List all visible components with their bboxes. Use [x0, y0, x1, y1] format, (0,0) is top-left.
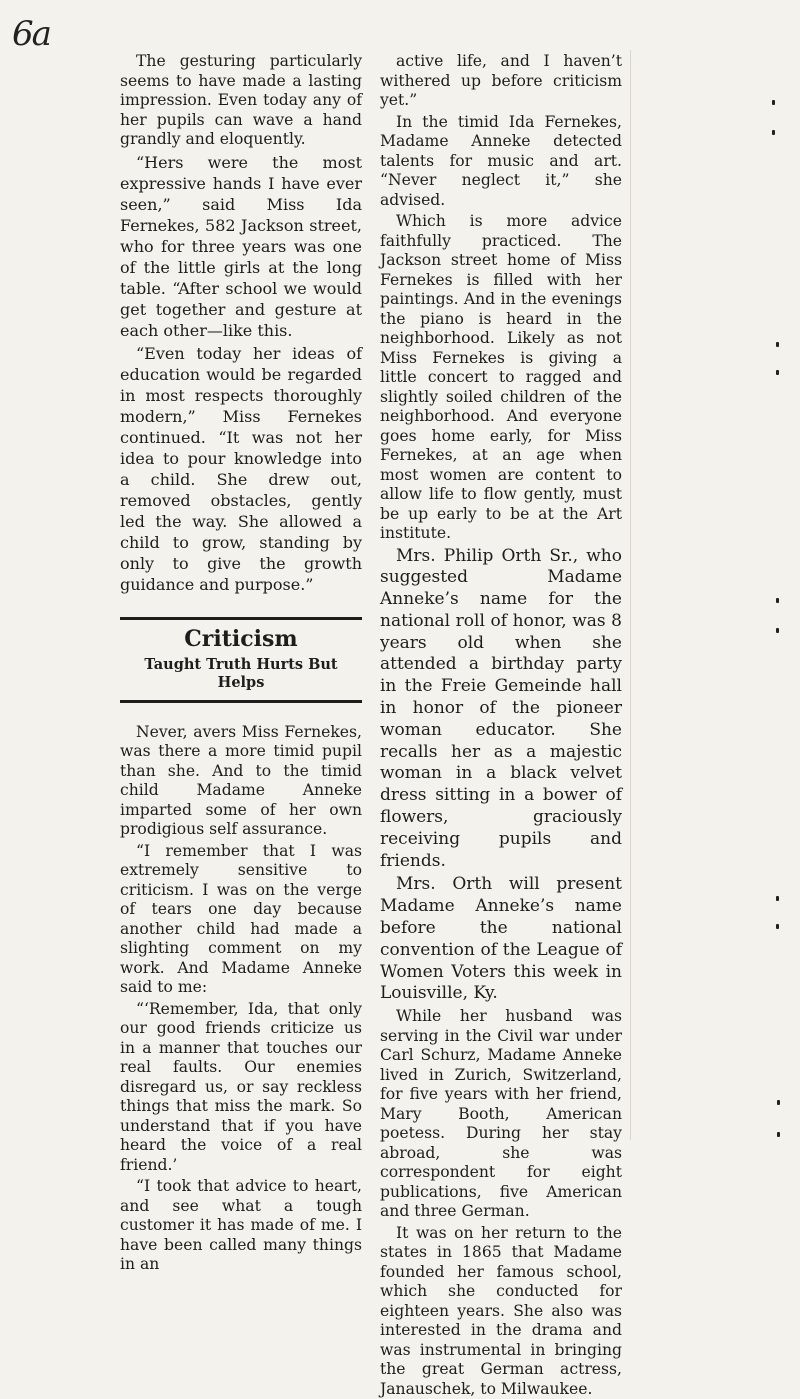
paragraph: “‘Remember, Ida, that only our good friends criticize us in a manner that touches our real faults. Our enemies disregard us, or say reckless things that miss the mark. So understand that if you have heard the voice of a real friend.’	[120, 999, 362, 1174]
paragraph: Never, avers Miss Fernekes, was there a more timid pupil than she. And to the timid child Madame Anneke imparted some of her own prodigious self assurance.	[120, 722, 362, 838]
section-headline	[120, 617, 362, 703]
margin-mark	[772, 100, 775, 105]
headline-title: Criticism	[184, 625, 298, 652]
left-column	[120, 52, 362, 1275]
margin-mark	[772, 130, 775, 135]
paragraph: In the timid Ida Fernekes, Madame Anneke detected talents for music and art. “Never neglect it,” she advised.	[380, 112, 622, 209]
paragraph: While her husband was serving in the Civil war under Carl Schurz, Madame Anneke lived in Zurich, Switzerland, for five years with her friend, Mary Booth, American poetess. During her stay abroad, she was correspondent for eight publications, five American and three German.	[380, 1007, 622, 1221]
paragraph: “Hers were the most expressive hands I have ever seen,” said Miss Ida Fernekes, 582 Jackson street, who for three years was one of the little girls at the long table. “After school we would get together and gesture at each other—like this.	[120, 152, 362, 340]
paragraph: Mrs. Philip Orth Sr., who suggested Madame Anneke’s name for the national roll of honor, was 8 years old when she attended a birthday party in the Freie Gemeinde hall in honor of the pioneer woman educator. She recalls her as a majestic woman in a black velvet dress sitting in a bower of flowers, graciously receiving pupils and friends.	[380, 545, 622, 871]
paragraph: “I remember that I was extremely sensitive to criticism. I was on the verge of tears one day because another child had made a slighting comment on my work. And Madame Anneke said to me:	[120, 841, 362, 996]
paragraph: “I took that advice to heart, and see what a tough customer it has made of me. I have been called many things in an	[120, 1177, 362, 1273]
margin-mark	[776, 628, 779, 633]
paragraph: The gesturing particularly seems to have made a lasting impression. Even today any of her pupils can wave a hand grandly and eloquently.	[120, 52, 362, 148]
margin-mark	[776, 924, 779, 929]
page-number: 6a	[12, 14, 50, 54]
margin-mark	[776, 342, 779, 347]
clipping-edge	[630, 50, 631, 1140]
margin-mark	[777, 1132, 780, 1137]
headline-subtitle: Taught Truth Hurts But Helps	[144, 655, 338, 691]
paragraph: “Even today her ideas of education would be regarded in most respects thoroughly modern,” Miss Fernekes continued. “It was not her idea to pour knowledge into a child. She drew out, removed obstacles, gently led the way. She allowed a child to grow, standing by only to give the growth guidance and purpose.”	[120, 343, 362, 594]
paragraph: It was on her return to the states in 1865 that Madame founded her famous school, which she conducted for eighteen years. She also was interested in the drama and was instrumental in bringing the great German actress, Janauschek, to Milwaukee.	[380, 1223, 622, 1398]
paragraph: active life, and I haven’t withered up before criticism yet.”	[380, 52, 622, 109]
margin-mark	[776, 598, 779, 603]
right-column	[380, 52, 622, 1399]
paragraph: Which is more advice faithfully practiced. The Jackson street home of Miss Fernekes is filled with her paintings. And in the evenings the piano is heard in the neighborhood. Likely as not Miss Fernekes is giving a little concert to ragged and slightly soiled children of the neighborhood. And everyone goes home early, for Miss Fernekes, at an age when most women are content to allow life to flow gently, must be up early to be at the Art institute.	[380, 212, 622, 542]
margin-mark	[776, 896, 779, 901]
margin-mark	[777, 1100, 780, 1105]
margin-mark	[776, 370, 779, 375]
paragraph: Mrs. Orth will present Madame Anneke’s name before the national convention of the League of Women Voters this week in Louisville, Ky.	[380, 874, 622, 1004]
